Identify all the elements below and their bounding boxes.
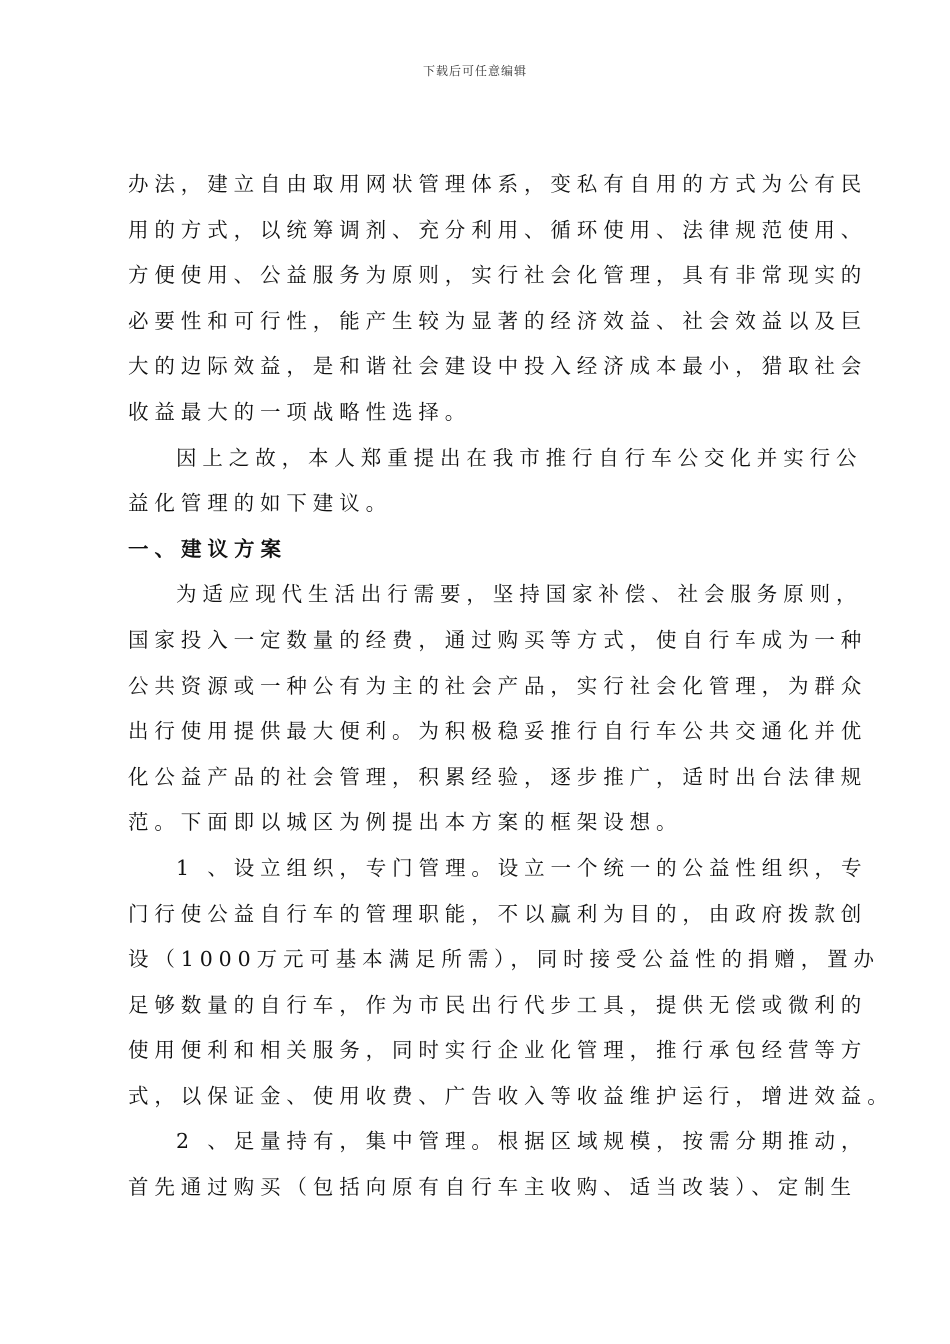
text-line: 必要性和可行性，能产生较为显著的经济效益、社会效益以及巨 [128,308,868,333]
paragraph-3 [128,572,868,846]
paragraph-1 [128,162,868,436]
text-line: 门行使公益自行车的管理职能，不以赢利为目的，由政府拨款创 [128,901,868,926]
text-line: 使用便利和相关服务，同时实行企业化管理，推行承包经营等方 [128,1038,868,1063]
document-body [128,162,894,1211]
text-line: 出行使用提供最大便利。为积极稳妥推行自行车公共交通化并优 [128,719,868,744]
text-line: 式，以保证金、使用收费、广告收入等收益维护运行，增进效益。 [128,1083,894,1108]
text-line: 用的方式，以统筹调剂、充分利用、循环使用、法律规范使用、 [128,217,868,242]
text-line: 为适应现代生活出行需要，坚持国家补偿、社会服务原则， [176,582,863,607]
text-line: 办法，建立自由取用网状管理体系，变私有自用的方式为公有民 [128,172,868,196]
text-line: 2 、足量持有，集中管理。根据区域规模，按需分期推动， [176,1129,868,1154]
text-line: 首先通过购买（包括向原有自行车主收购、适当改装）、定制生 [128,1175,857,1200]
text-line: 益化管理的如下建议。 [128,491,392,516]
text-line: 设（1000万元可基本满足所需），同时接受公益性的捐赠，置办 [128,947,880,972]
page-header: 下载后可任意编辑 [422,64,527,78]
text-line: 大的边际效益，是和谐社会建设中投入经济成本最小，猎取社会 [128,354,868,379]
text-line: 方便使用、公益服务为原则，实行社会化管理，具有非常现实的 [128,263,868,288]
paragraph-4 [128,846,894,1120]
text-line: 国家投入一定数量的经费，通过购买等方式，使自行车成为一种 [128,627,868,652]
text-line: 足够数量的自行车，作为市民出行代步工具，提供无偿或微利的 [128,992,868,1017]
section-heading: 一、建议方案 [128,536,287,561]
text-line: 1 、设立组织，专门管理。设立一个统一的公益性组织，专 [176,855,868,880]
paragraph-2 [128,436,863,527]
text-line: 收益最大的一项战略性选择。 [128,399,472,424]
paragraph-5 [128,1119,868,1210]
text-line: 因上之故，本人郑重提出在我市推行自行车公交化并实行公 [176,445,863,470]
text-line: 化公益产品的社会管理，积累经验，逐步推广，适时出台法律规 [128,764,868,789]
text-line: 范。下面即以城区为例提出本方案的框架设想。 [128,810,683,835]
text-line: 公共资源或一种公有为主的社会产品，实行社会化管理，为群众 [128,673,868,698]
